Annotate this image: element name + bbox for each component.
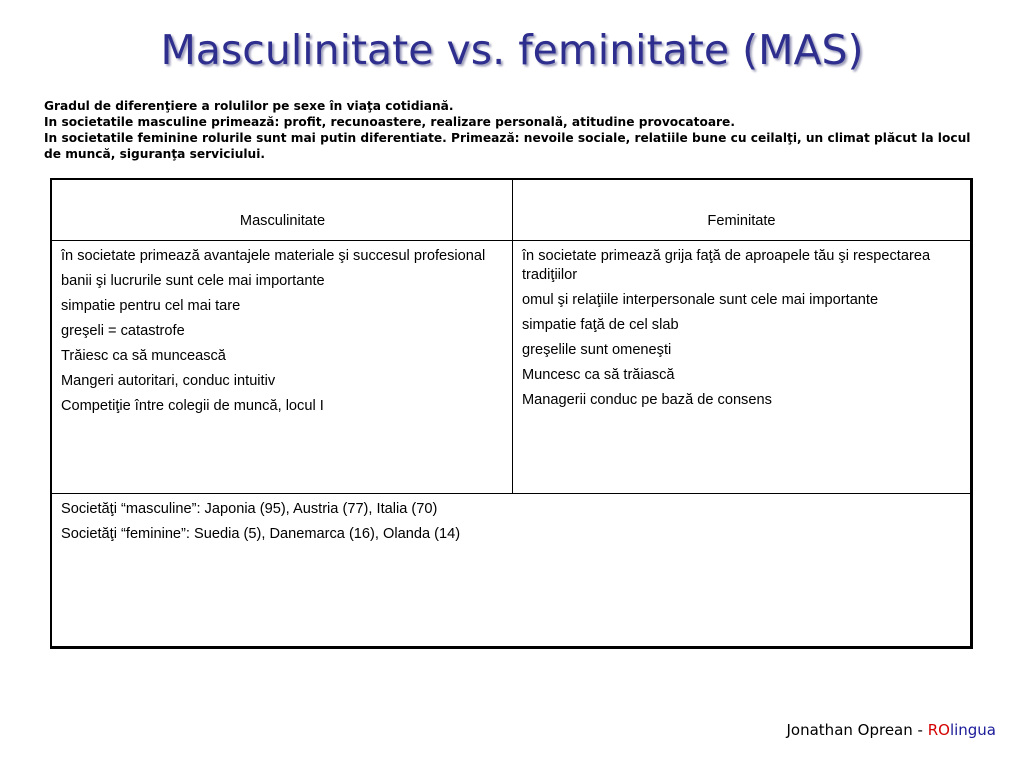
list-item: Societăţi “masculine”: Japonia (95), Austria (77), Italia (70) <box>61 501 438 517</box>
header-divider <box>52 240 970 241</box>
list-item: simpatie faţă de cel slab <box>522 317 679 333</box>
masculine-column <box>61 247 503 422</box>
list-item: banii şi lucrurile sunt cele mai importante <box>61 273 325 289</box>
brand-lingua: lingua <box>949 721 996 739</box>
intro-line: In societatile feminine rolurile sunt mai putin diferentiate. Primează: nevoile sociale, relatiile bune cu ceilalţi, un climat plăcut la locul de muncă, siguranţa serviciului. <box>44 131 971 161</box>
footer-credit <box>787 721 997 739</box>
list-item: Mangeri autoritari, conduc intuitiv <box>61 373 276 389</box>
intro-text <box>44 98 984 162</box>
header-label: Masculinitate <box>239 213 326 229</box>
comparison-table <box>50 178 973 649</box>
footer-author: Jonathan Oprean - <box>786 721 928 739</box>
list-item: Competiţie între colegii de muncă, locul I <box>61 398 324 414</box>
list-item: greşelile sunt omeneşti <box>522 342 672 358</box>
list-item: în societate primează avantajele materiale şi succesul profesional <box>61 248 486 264</box>
list-item: Muncesc ca să trăiască <box>522 367 675 383</box>
list-item: omul şi relaţiile interpersonale sunt cele mai importante <box>522 292 879 308</box>
header-masculinitate <box>52 180 513 240</box>
list-item: Societăţi “feminine”: Suedia (5), Danemarca (16), Olanda (14) <box>61 526 461 542</box>
slide-title: Masculinitate vs. feminitate (MAS) <box>160 26 864 74</box>
feminine-column <box>522 247 962 416</box>
list-item: greşeli = catastrofe <box>61 323 185 339</box>
brand-ro: RO <box>927 721 950 739</box>
footer-row-divider <box>52 493 970 494</box>
header-feminitate <box>513 180 970 240</box>
list-item: simpatie pentru cel mai tare <box>61 298 241 314</box>
list-item: în societate primează grija faţă de aproapele tău şi respectarea tradiţiilor <box>522 248 931 283</box>
examples-row <box>61 500 961 550</box>
list-item: Trăiesc ca să muncească <box>61 348 226 364</box>
header-label: Feminitate <box>707 213 776 229</box>
intro-line: Gradul de diferenţiere a rolulilor pe sexe în viaţa cotidiană. <box>44 99 454 113</box>
list-item: Managerii conduc pe bază de consens <box>522 392 772 408</box>
column-divider <box>512 180 513 493</box>
intro-line: In societatile masculine primează: profit, recunoastere, realizare personală, atitudine provocatoare. <box>44 115 735 129</box>
